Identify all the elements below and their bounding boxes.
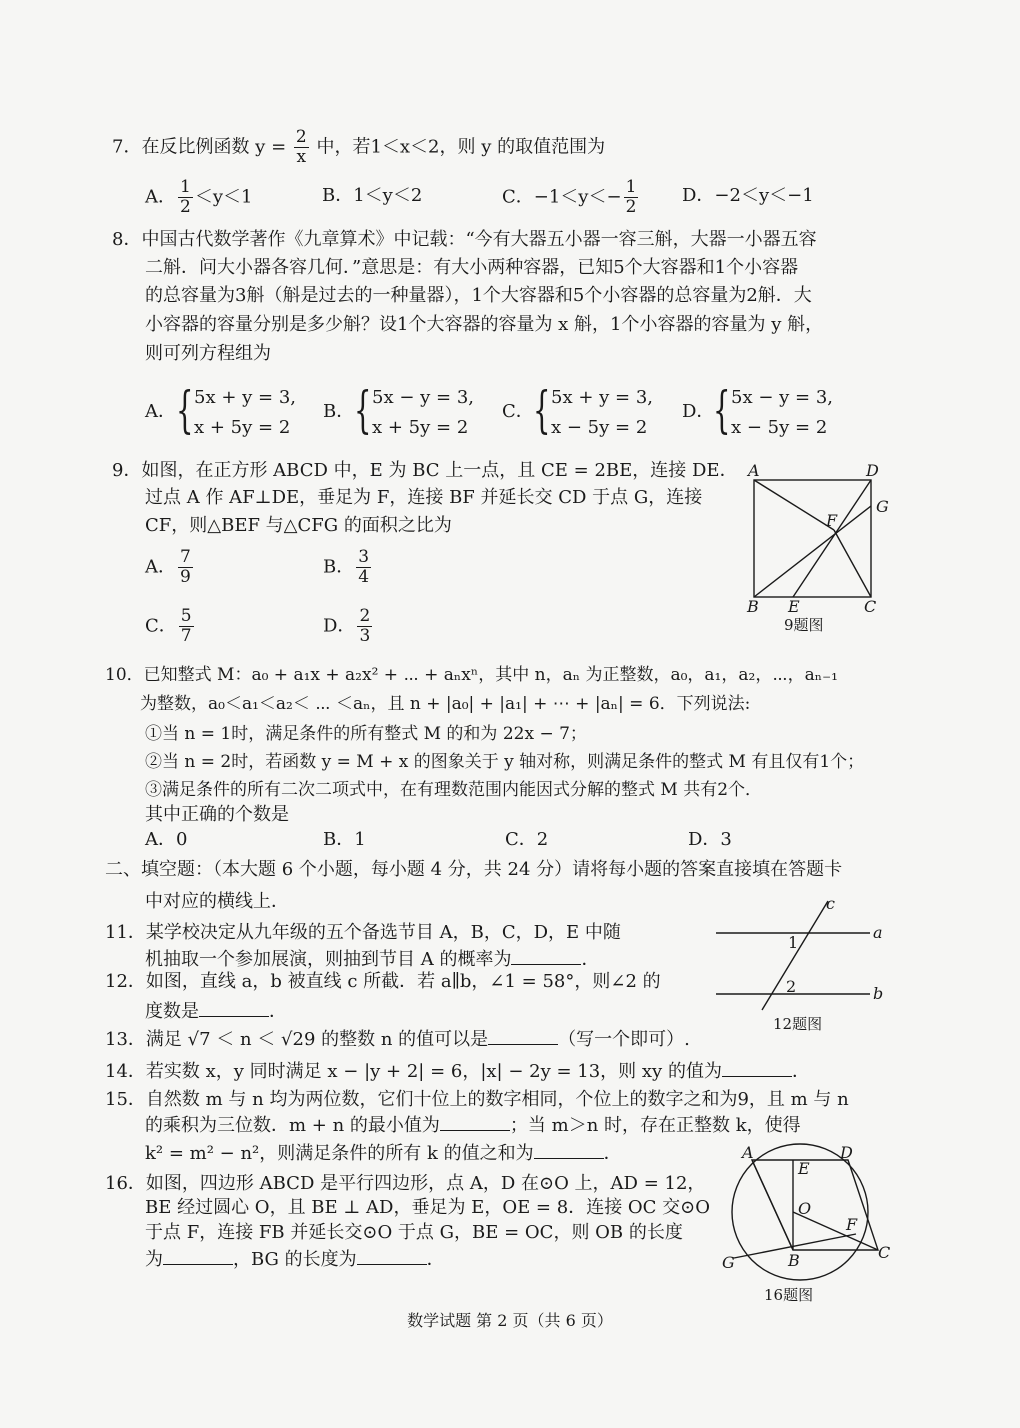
q12-label-angle2: 2 [786, 977, 797, 996]
q9-square [754, 480, 871, 597]
q8-a-eq2: x + 5y = 2 [194, 417, 291, 438]
q10-option-b: B．1 [323, 829, 366, 850]
q8-option-c-brace: { [533, 381, 551, 439]
q9-c-label: C． [145, 615, 177, 637]
q15-line3 [145, 1140, 622, 1166]
q9-b-label: B． [323, 556, 355, 578]
q16-line-ab [752, 1160, 793, 1250]
q12-line2-text: 度数是 [145, 1001, 199, 1022]
q10-line4: ②当 n = 2时，若函数 y = M + x 的图象关于 y 轴对称，则满足条件的整式 M 有且仅有1个； [145, 752, 865, 772]
q9-label-f: F [826, 511, 838, 530]
q16-answer-blank-1[interactable] [163, 1246, 233, 1265]
q9-label-b: B [747, 597, 759, 616]
q8-d-eq1: 5x − y = 3, [731, 387, 833, 408]
q9-label-d: D [866, 461, 879, 480]
q13-answer-blank[interactable] [488, 1026, 558, 1045]
q15-line3-end: ． [603, 1143, 622, 1164]
q16-answer-blank-2[interactable] [357, 1246, 427, 1265]
q9-a-den: 9 [180, 567, 191, 587]
q16-label-a: A [742, 1143, 754, 1162]
q8-d-eq2: x − 5y = 2 [731, 417, 828, 438]
page-footer: 数学试题 第 2 页（共 6 页） [407, 1311, 613, 1330]
q9-a-frac [178, 548, 193, 587]
q14-text-end: ． [791, 1061, 810, 1082]
q16-line2: BE 经过圆心 O，且 BE ⊥ AD，垂足为 E，OE = 8．连接 OC 交⊙O [145, 1197, 711, 1218]
q9-c-den: 7 [180, 626, 192, 646]
q11-answer-blank[interactable] [511, 946, 581, 965]
section2-line2: 中对应的横线上． [145, 891, 289, 912]
q7-frac-num: 2 [295, 127, 307, 147]
q9-label-g: G [876, 497, 889, 516]
q10-option-c: C．2 [505, 829, 549, 850]
q12-line2 [145, 998, 287, 1024]
q7-opt-a-rest: ＜y＜1 [194, 186, 253, 208]
q16-label-o: O [798, 1199, 812, 1218]
q7-opt-a-label: A． [145, 186, 176, 208]
q8-line3: 的总容量为3斛（斛是过去的一种量器），1个大容器和5个小容器的总容量为2斛．大 [145, 285, 812, 306]
q7-frac-den: x [296, 147, 307, 167]
q7-option-d: D．−2＜y＜−1 [682, 185, 814, 206]
q7-option-b: B．1＜y＜2 [322, 185, 423, 206]
q9-line-de [793, 480, 871, 597]
q8-line4: 小容器的容量分别是多少斛？设1个大容器的容量为 x 斛，1个小容器的容量为 y 斛， [145, 314, 824, 335]
q14-answer-blank[interactable] [722, 1058, 792, 1077]
q8-option-d-system [731, 383, 833, 443]
q13-text: 13．满足 √7 ＜ n ＜ √29 的整数 n 的值可以是 [105, 1029, 489, 1050]
q15-line2 [145, 1112, 801, 1138]
q8-option-c-label: C． [502, 401, 534, 422]
q14-line [105, 1058, 810, 1084]
q10-line6: 其中正确的个数是 [145, 804, 289, 825]
q14-text: 14．若实数 x，y 同时满足 x − |y + 2| = 6，|x| − 2y = 13，则 xy 的值为 [105, 1061, 722, 1082]
q16-line4-mid: ，BG 的长度为 [233, 1249, 357, 1270]
q9-a-label: A． [145, 556, 176, 578]
q12-figure [710, 895, 890, 1015]
q8-option-a-brace: { [176, 381, 194, 439]
q16-label-f: F [846, 1215, 858, 1234]
q9-b-frac [356, 548, 371, 587]
q16-caption: 16题图 [764, 1286, 814, 1304]
q7-opt-c-frac [624, 178, 639, 217]
q11-line2-text: 机抽取一个参加展演，则抽到节目 A 的概率为 [145, 949, 512, 970]
q16-figure [718, 1140, 898, 1285]
q12-line2-end: ． [269, 1001, 287, 1022]
q10-line3: ①当 n = 1时，满足条件的所有整式 M 的和为 22x − 7； [145, 724, 587, 744]
q15-line3-text: k² = m² − n²，则满足条件的所有 k 的值之和为 [145, 1143, 534, 1164]
q16-line3: 于点 F，连接 FB 并延长交⊙O 于点 G，BE = OC，则 OB 的长度 [145, 1222, 683, 1243]
q7-opt-c-pre: C．−1＜y＜− [502, 186, 622, 208]
q8-b-eq1: 5x − y = 3, [372, 387, 474, 408]
q13-line [105, 1026, 690, 1052]
q15-line2-end: ；当 m＞n 时，存在正整数 k，使得 [509, 1115, 801, 1136]
q8-option-d-label: D． [682, 401, 715, 422]
q8-a-eq1: 5x + y = 3, [194, 387, 296, 408]
q9-d-num: 2 [359, 606, 371, 626]
q7-fraction [294, 128, 309, 167]
q16-parallelogram [752, 1160, 878, 1250]
q16-line4-text: 为 [145, 1249, 163, 1270]
q7-stem [112, 128, 605, 167]
q9-label-e: E [788, 597, 800, 616]
q9-b-num: 3 [358, 547, 370, 567]
q9-line-af [754, 480, 834, 530]
q10-option-a: A．0 [145, 829, 188, 850]
q8-option-a-system [194, 383, 296, 443]
q12-label-angle1: 1 [788, 933, 799, 952]
q7-stem-a: 7．在反比例函数 y = [112, 136, 287, 158]
q15-answer-blank-1[interactable] [440, 1112, 510, 1131]
q8-line2: 二斛．问大小器各容几何．”意思是：有大小两种容器，已知5个大容器和1个小容器 [145, 257, 799, 278]
q12-label-a: a [873, 923, 883, 942]
q7-opt-a-frac [178, 178, 193, 217]
q9-label-c: C [864, 597, 877, 616]
q8-option-b-brace: { [354, 381, 372, 439]
q9-option-c [145, 607, 196, 646]
q9-caption: 9题图 [784, 616, 824, 634]
q10-line5: ③满足条件的所有二次二项式中，在有理数范围内能因式分解的整式 M 共有2个． [145, 780, 763, 800]
q16-label-e: E [798, 1159, 810, 1178]
q8-line5: 则可列方程组为 [145, 343, 271, 364]
q16-label-c: C [878, 1243, 891, 1262]
q9-option-d [323, 607, 374, 646]
q9-line1: 9．如图，在正方形 ABCD 中，E 为 BC 上一点，且 CE = 2BE，连接 DE． [112, 460, 738, 481]
q8-c-eq1: 5x + y = 3, [551, 387, 653, 408]
q16-label-d: D [840, 1143, 853, 1162]
q16-line1: 16．如图，四边形 ABCD 是平行四边形，点 A，D 在⊙O 上，AD = 12， [105, 1173, 706, 1194]
q9-line-bg [754, 506, 871, 597]
q12-label-b: b [873, 984, 884, 1003]
q11-line2 [145, 946, 599, 972]
q9-line-cf [834, 530, 871, 597]
section2-heading: 二、填空题：（本大题 6 个小题，每小题 4 分，共 24 分）请将每小题的答案直接填在答题卡 [105, 859, 843, 880]
q7-option-c [502, 178, 640, 217]
q11-line2-end: ． [581, 949, 600, 970]
q9-d-den: 3 [359, 626, 371, 646]
q8-c-eq2: x − 5y = 2 [551, 417, 648, 438]
q11-line1: 11．某学校决定从九年级的五个备选节目 A，B，C，D，E 中随 [105, 922, 621, 943]
q15-line2-text: 的乘积为三位数．m + n 的最小值为 [145, 1115, 440, 1136]
q8-option-a-label: A． [145, 401, 176, 422]
q12-label-c: c [826, 895, 835, 913]
q8-option-d-brace: { [713, 381, 731, 439]
q9-b-den: 4 [358, 567, 370, 587]
q9-line3: CF，则△BEF 与△CFG 的面积之比为 [145, 515, 452, 536]
q9-c-num: 5 [180, 606, 192, 626]
q8-line1: 8．中国古代数学著作《九章算术》中记载：“今有大器五小器一容三斛，大器一小器五容 [112, 229, 817, 250]
q10-line2: 为整数，a₀＜a₁＜a₂＜ ⋯ ＜aₙ，且 n + |a₀| + |a₁| + ⋯ + |aₙ| = 6．下列说法: [140, 694, 751, 714]
q15-answer-blank-2[interactable] [534, 1140, 604, 1159]
q8-option-c-system [551, 383, 653, 443]
q9-line2: 过点 A 作 AF⊥DE，垂足为 F，连接 BF 并延长交 CD 于点 G，连接 [145, 487, 703, 508]
q16-label-b: B [788, 1251, 800, 1270]
q16-line4-end: ． [426, 1249, 445, 1270]
q9-label-a: A [748, 461, 760, 480]
q12-answer-blank[interactable] [199, 998, 269, 1017]
q9-figure [740, 458, 900, 638]
q16-label-g: G [722, 1253, 735, 1272]
q16-line4 [145, 1246, 445, 1272]
q9-c-frac [179, 607, 194, 646]
q7-opt-c-num: 1 [625, 177, 637, 197]
q7-opt-a-den: 2 [180, 197, 191, 217]
q7-opt-c-den: 2 [625, 197, 637, 217]
q8-b-eq2: x + 5y = 2 [372, 417, 469, 438]
q9-a-num: 7 [180, 547, 191, 567]
q7-opt-a-num: 1 [180, 177, 191, 197]
q7-stem-b: 中，若1＜x＜2，则 y 的取值范围为 [316, 136, 606, 158]
q9-d-frac [357, 607, 372, 646]
q15-line1: 15．自然数 m 与 n 均为两位数，它们十位上的数字相同，个位上的数字之和为9，且 m 与 n [105, 1089, 849, 1110]
q12-caption: 12题图 [773, 1015, 823, 1033]
q7-option-a [145, 178, 252, 217]
q8-option-b-label: B． [323, 401, 355, 422]
q9-d-label: D． [323, 615, 356, 637]
q9-option-a [145, 548, 195, 587]
q8-option-b-system [372, 383, 474, 443]
q9-option-b [323, 548, 373, 587]
q13-text-end: （写一个即可）. [558, 1029, 690, 1050]
q10-line1: 10．已知整式 M：a₀ + a₁x + a₂x² + ⋯ + aₙxⁿ，其中 n，aₙ 为正整数，a₀，a₁，a₂，⋯，aₙ₋₁ [105, 665, 838, 685]
q10-option-d: D．3 [688, 829, 732, 850]
q12-line1: 12．如图，直线 a，b 被直线 c 所截．若 a∥b，∠1 = 58°，则∠2 的 [105, 971, 661, 992]
